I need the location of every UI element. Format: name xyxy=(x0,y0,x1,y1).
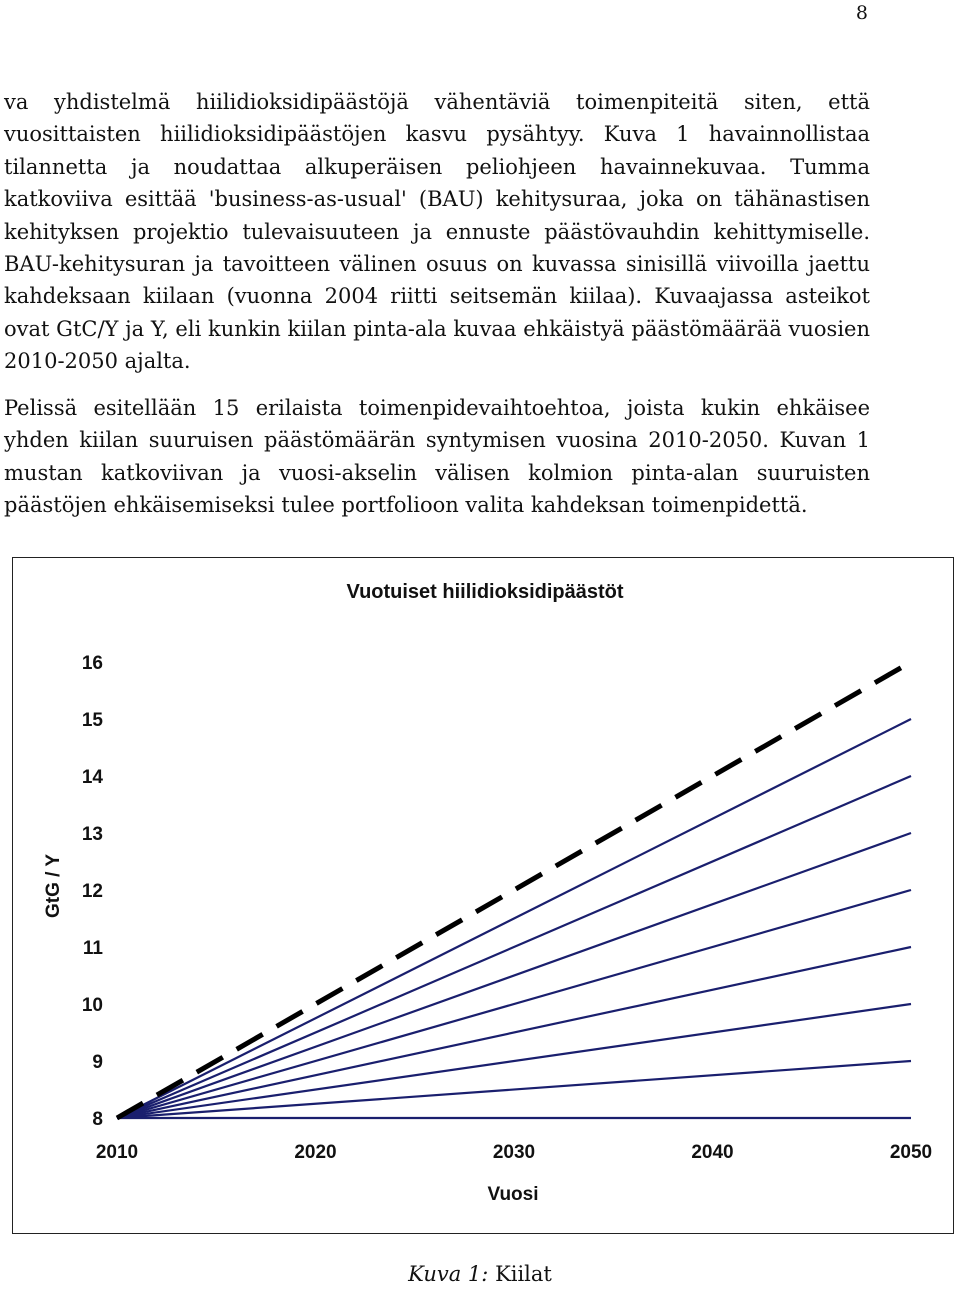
wedge-line xyxy=(117,719,911,1118)
chart-title: Vuotuiset hiilidioksidipäästöt xyxy=(346,581,624,603)
y-tick-label: 8 xyxy=(92,1109,103,1130)
body-paragraph: va yhdistelmä hiilidioksidipäästöjä vähentäviä toimenpiteitä siten, että vuosittaisten hiilidioksidipäästöjen kasvu pysähtyy. Kuva 1 havainnollistaa tilannetta ja noudattaa alkuperäisen peliohjeen havainnekuvaa. Tumma katkoviiva esittää 'business-as-usual' (BAU) kehitysuraa, joka on tähänastisen kehityksen projektio tulevaisuuteen ja ennuste päästövauhdin kehittymiselle. BAU-kehitysuran ja tavoitteen välinen osuus on kuvassa sinisillä viivoilla jaettu kahdeksaan kiilaan (vuonna 2004 riitti seitsemän kiilaa). Kuvaajassa asteikot ovat GtC/Y ja Y, eli kunkin kiilan pinta-ala kuvaa ehkäistyä päästömäärää vuosien 2010-2050 ajalta. xyxy=(4,90,870,374)
caption-text: Kiilat xyxy=(495,1262,552,1286)
figure-frame xyxy=(12,557,954,1234)
x-tick-label: 2030 xyxy=(492,1142,536,1163)
y-tick-label: 13 xyxy=(81,824,103,845)
page-number: 8 xyxy=(855,2,868,24)
x-tick-label: 2050 xyxy=(889,1142,933,1163)
x-axis-label: Vuosi xyxy=(487,1184,539,1205)
y-tick-label: 12 xyxy=(81,881,103,902)
y-tick-label: 14 xyxy=(81,767,103,788)
wedge-line xyxy=(117,833,911,1118)
wedge-line xyxy=(117,1004,911,1118)
wedge-line xyxy=(117,890,911,1118)
emissions-wedge-chart xyxy=(13,558,953,1233)
x-tick-label: 2040 xyxy=(691,1142,734,1163)
y-axis-label: GtG / Y xyxy=(43,853,64,919)
x-tick-label: 2020 xyxy=(294,1142,337,1163)
y-tick-label: 15 xyxy=(81,710,103,731)
x-tick-label: 2010 xyxy=(95,1142,139,1163)
wedge-line xyxy=(117,776,911,1118)
wedge-line xyxy=(117,947,911,1118)
caption-label: Kuva 1: xyxy=(408,1262,489,1286)
y-tick-label: 11 xyxy=(82,938,103,959)
body-paragraph: Pelissä esitellään 15 erilaista toimenpidevaihtoehtoa, joista kukin ehkäisee yhden kiilan suuruisen päästömäärän syntymisen vuosina 2010-2050. Kuvan 1 mustan katkoviivan ja vuosi-akselin välisen kolmion pinta-alan suuruisten päästöjen ehkäisemiseksi tulee portfolioon valita kahdeksan toimenpidettä. xyxy=(4,396,870,518)
figure-caption xyxy=(0,1262,960,1286)
wedge-line xyxy=(117,1061,911,1118)
y-tick-label: 16 xyxy=(81,653,103,674)
y-tick-label: 9 xyxy=(92,1052,103,1073)
y-tick-label: 10 xyxy=(81,995,103,1016)
bau-dashed-line xyxy=(117,662,911,1118)
